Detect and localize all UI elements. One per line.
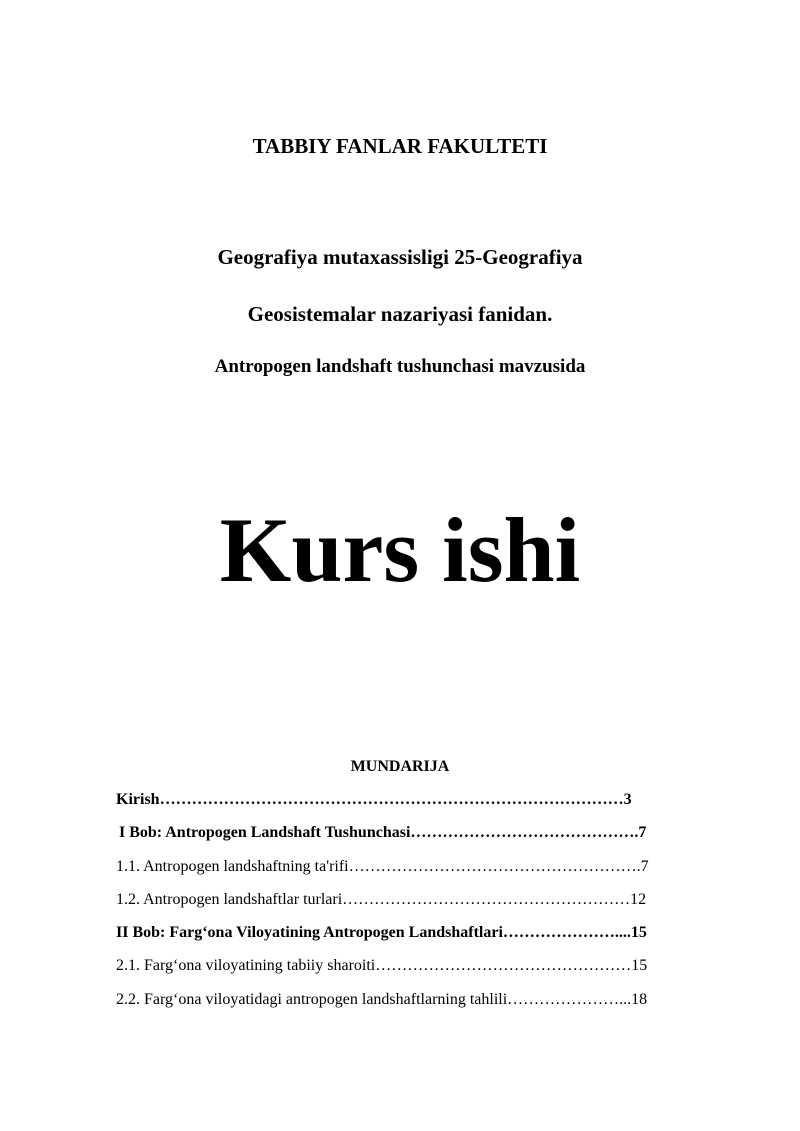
toc-item-section-2-1 (116, 954, 742, 987)
toc-item-page: 12 (630, 890, 647, 908)
toc-item-dots: ………………….... (502, 924, 631, 942)
toc-item-label: 2.2. Farg‘ona viloyatidagi antropogen landshaftlarning tahlili (116, 990, 508, 1008)
toc-item-page: 7 (638, 824, 647, 842)
toc-item-chapter-1 (116, 821, 742, 854)
toc-item-chapter-2 (116, 921, 742, 954)
toc-item-dots: ……………………………………………… (342, 890, 631, 908)
toc-item-label: 2.1. Farg‘ona viloyatining tabiiy sharoiti (116, 957, 376, 975)
toc-item-section-2-2 (116, 988, 742, 1021)
toc-item-page: 15 (630, 924, 647, 942)
toc-item-label: I Bob: Antropogen Landshaft Tushunchasi (119, 824, 411, 842)
toc-item-page: 15 (631, 957, 648, 975)
toc-item-dots: ………………………………………………. (348, 857, 641, 875)
toc-heading: MUNDARIJA (350, 758, 450, 775)
toc-item-label: Kirish (116, 791, 160, 808)
toc-item-label: 1.1. Antropogen landshaftning ta'rifi (116, 857, 349, 875)
toc-item-page: 7 (640, 857, 649, 875)
specialty-line: Geografiya mutaxassisligi 25-Geografiya (217, 245, 583, 269)
toc-item-section-1-2 (116, 888, 742, 921)
document-type-title: Kurs ishi (219, 499, 581, 601)
toc-item-kirish (116, 788, 742, 821)
toc-item-dots: ………………………………………… (375, 957, 632, 975)
toc-item-dots: …………………... (507, 990, 632, 1008)
toc-item-dots: ……………………………………. (410, 824, 639, 842)
toc-item-label: II Bob: Farg‘ona Viloyatining Antropogen Landshaftlari (116, 924, 503, 942)
toc-item-label: 1.2. Antropogen landshaftlar turlari (116, 890, 343, 908)
table-of-contents (116, 788, 742, 1021)
toc-item-page: 18 (631, 990, 648, 1008)
toc-item-section-1-1 (116, 855, 742, 888)
subject-line: Geosistemalar nazariyasi fanidan. (247, 302, 553, 326)
toc-item-dots: …………………………………………………………………………… (159, 791, 624, 808)
toc-item-page: 3 (623, 791, 632, 808)
faculty-title: TABBIY FANLAR FAKULTETI (252, 134, 548, 158)
topic-line: Antropogen landshaft tushunchasi mavzusida (214, 356, 586, 377)
